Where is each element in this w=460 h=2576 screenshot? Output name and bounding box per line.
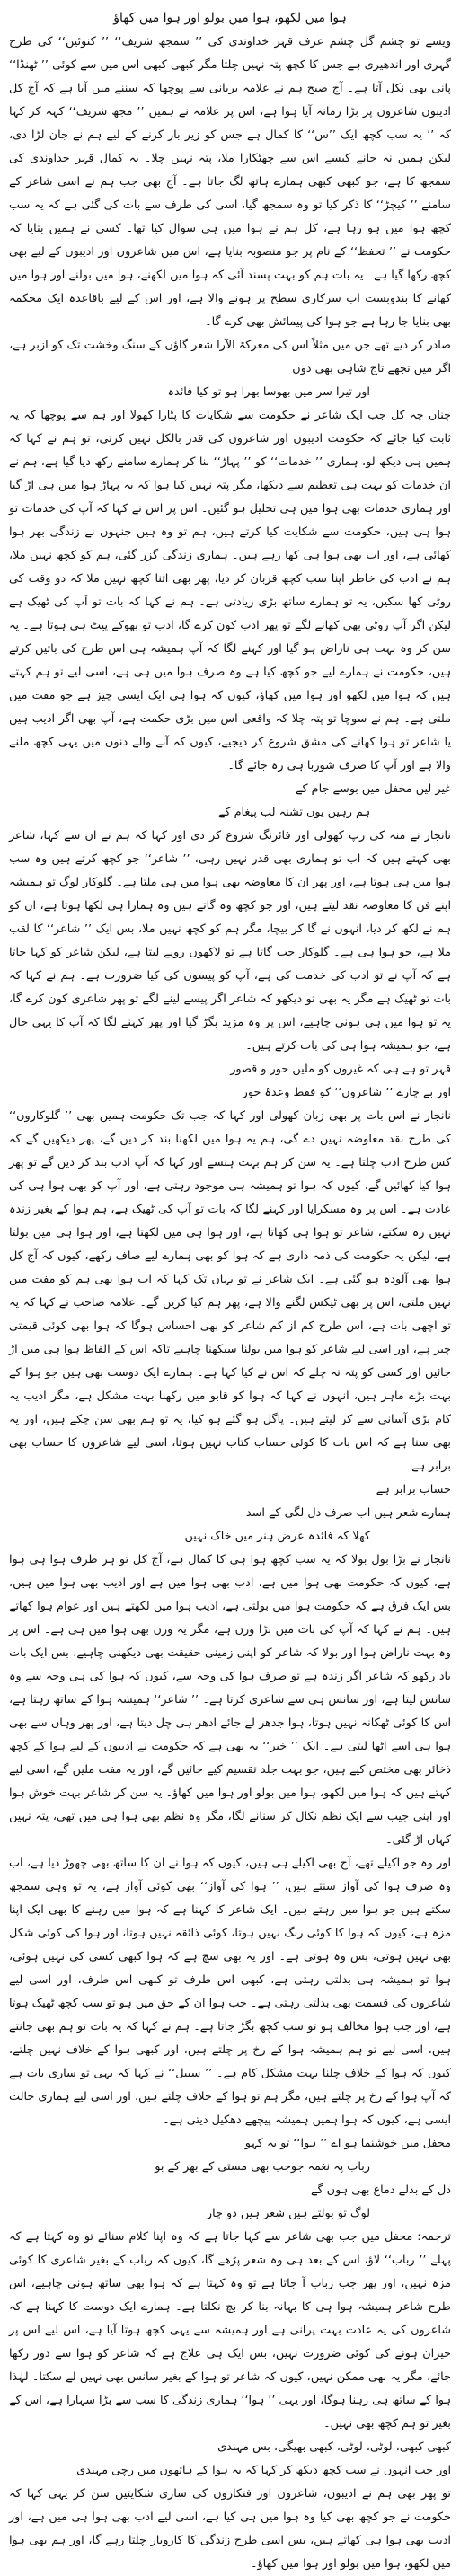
paragraph: ترجمہ: محفل میں جب بھی شاعر سے کہا جاتا ہے کہ وہ اپنا کلام سنائے تو وہ کہتا ہے کہ پہلے ’’ رباب‘‘ لاؤ، اس کے بعد ہی وہ شعر پڑھے گا، کیوں کہ رباب کے بغیر شاعری کا کوئی مزہ نہیں، اور پھر جب رباب آ جاتا ہے تو وہ کہتا ہے کہ ہوا بھی ساتھ ہونی چاہیے، اس طرح شاعر ہمیشہ ہوا ہی کا بہانہ بنا کر بچ نکلتا ہے۔ ہمارے ایک دوست کا کہنا ہے کہ شاعروں کی یہ عادت بہت پرانی ہے اور ہمیشہ سے یہی کچھ ہوتا آیا ہے، اس لیے اس پر حیران ہونے کی کوئی ضرورت نہیں، بس ایک ہی علاج ہے کہ شاعر کو ہوا سے دور رکھا جائے، مگر یہ بھی ممکن نہیں، کیوں کہ شاعر تو ہوا کے بغیر سانس بھی نہیں لے سکتا۔ لہٰذا ہوا کے ساتھ ہی رہنا ہوگا، اور یہی ’’ ہوا‘‘ ہماری زندگی کا سب سے بڑا سہارا ہے، اس کے بغیر تو ہم کچھ بھی نہیں۔ (9, 2230, 451, 2430)
verse-line: اگر میں تجھے تاج شاہی بھی دوں (292, 362, 451, 375)
paragraph: قہر تو ہے ہی کہ غیروں کو ملیں حور و قصور (230, 1063, 451, 1076)
verse-line: کھلا کہ فائدہ عرض ہنر میں خاک نہیں (184, 1530, 370, 1543)
article-body (9, 31, 451, 2576)
verse-line: لوگ تو بولتے ہیں شعر ہیں دو چار (206, 2207, 370, 2220)
paragraph: ویسے تو چشم گل چشم عرف قہر خداوندی کی ’’ سمجھ شریف‘‘ ’’ کنوئیں‘‘ کی طرح گہری اور اندھیری ہے جس کا کچھ پتہ نہیں چلتا مگر کبھی کبھی اس میں سے کوئی ’’ ٹھنڈا‘‘ پانی بھی نکل آتا ہے۔ آج صبح ہم نے علامہ بریانی سے پوچھا کہ سننے میں آیا ہے کہ آج کل ادیبوں شاعروں پر بڑا زمانہ آیا ہوا ہے، اس پر علامہ نے ہمیں ’’ مجھ شریف‘‘ کہہ کر کہا کہ ’’ یہ سب کچھ ایک ’’س‘‘ کا کمال ہے جس کو زیر بار کرنے کے لیے ہم نے جان لڑا دی، لیکن ہمیں نہ جانے کیسے اس سے چھٹکارا ملا، پتہ نہیں چلا۔ یہ کمال قہر خداوندی کی سمجھ کا ہے، جو کبھی کبھی ہمارے ہاتھ لگ جاتا ہے۔ آج بھی جب ہم نے اسی شاعر کے سامنے ’’ کیچڑ‘‘ کا ذکر کیا تو وہ سمجھ گیا، اسی کی طرف سے بات کی گئی ہے کہ یہ سب کچھ ہوا میں ہو رہا ہے، کل ہم نے ہوا میں ہی سوال کیا تھا۔ کسی نے ہمیں بتایا کہ حکومت نے ’’ تحفظ‘‘ کے نام پر جو منصوبہ بنایا ہے، اس میں شاعروں اور ادیبوں کے لیے بھی کچھ رکھا گیا ہے۔ یہ بات ہم کو بہت پسند آئی کہ ہوا میں لکھنے، ہوا میں بولنے اور ہوا میں کھانے کا بندوبست اب سرکاری سطح پر ہونے والا ہے، اور اس کے لیے باقاعدہ ایک محکمہ بھی بنایا جا رہا ہے جو ہوا کی پیمائش بھی کرے گا۔ (9, 35, 451, 329)
verse-line: ہمارے شعر ہیں اب صرف دل لگی کے اسد (245, 1506, 451, 1520)
paragraph: اور بے چارے ’’ شاعروں‘‘ کو فقط وعدۂ حور (242, 1086, 451, 1099)
paragraph: نانجار نے منہ کی زپ کھولی اور فائرنگ شروع کر دی اور کہا کہ ہم نے ان سے کہا، شاعر بھی کہتے ہیں کہ اب تو ہماری بھی قدر نہیں رہی، ’’ شاعر‘‘ جو کچھ کرتے ہیں وہ سب ہوا میں ہی ہوتا ہے، اور پھر ان کا معاوضہ بھی ہوا میں ہی ملتا ہے۔ گلوکار لوگ تو ہمیشہ اپنے فن کا معاوضہ نقد لیتے ہیں، اور جو کچھ وہ گاتے ہیں وہ ہمارا ہی لکھا ہوتا ہے، ان کو ہم نے لکھ کر دیا، انہوں نے گا کر بیچا، مگر ہم کو کچھ نہیں ملا، بس ایک ’’ شاعر‘‘ کا لقب ملا ہے، جو ہوا ہی ہے۔ گلوکار جب گاتا ہے تو لاکھوں روپے لیتا ہے، لیکن شاعر کو کہا جاتا ہے کہ آپ نے تو ادب کی خدمت کی ہے، آپ کو پیسوں کی کیا ضرورت ہے۔ ہم نے کہا کہ بات تو ٹھیک ہے مگر یہ بھی تو دیکھو کہ شاعر اگر پیسے لینے لگے تو پھر شاعری کون کرے گا، یہ تو ہوا میں ہی ہونی چاہیے، اس پر وہ مزید بگڑ گیا اور پھر کہنے لگا کہ آپ کا یہی حال ہے، جو ہمیشہ ہوا ہی کی بات کرتے ہیں۔ (9, 829, 451, 1053)
paragraph: حساب برابر ہے (376, 1483, 451, 1496)
paragraph: چناں چہ کل جب ایک شاعر نے حکومت سے شکایات کا پٹارا کھولا اور ہم سے پوچھا کہ یہ ثابت کیا جائے کہ حکومت ادیبوں اور شاعروں کی قدر بالکل نہیں کرتی، تو ہم نے کہا کہ ہمیں ہی دیکھ لو، ہماری ’’ خدمات‘‘ کو ’’ پہاڑ‘‘ بنا کر ہمارے سامنے رکھ دیا گیا ہے، ہم نے ان خدمات کو بہت ہی تعظیم سے دیکھا، مگر پتہ نہیں کیا ہوا کہ یہ پہاڑ ہوا میں ہی اڑ گیا اور ہماری خدمات بھی ہوا میں ہی تحلیل ہو گئیں۔ اس پر اس نے کہا کہ آپ کی خدمات تو ہوا ہی ہیں، حکومت سے شکایت کیا کرتے ہیں، ہم تو وہ ہیں جنہوں نے زندگی بھر ہوا کھائی ہے، اور اب بھی ہوا ہی کھا رہے ہیں۔ ہماری زندگی گزر گئی، ہم کو کچھ نہیں ملا، ہم نے ادب کی خاطر اپنا سب کچھ قربان کر دیا، پھر بھی اتنا کچھ نہیں ملا کہ دو وقت کی روٹی کھا سکیں، یہ تو ہمارے ساتھ بڑی زیادتی ہے۔ ہم نے کہا کہ بات تو آپ کی ٹھیک ہے لیکن اگر آپ روٹی بھی کھانے لگے تو پھر ادب کون کرے گا، ادب تو بھوکے پیٹ ہی ہوتا ہے۔ یہ سن کر وہ بہت ہی ناراض ہو گیا اور کہنے لگا کہ آپ ہمیشہ ہی اس طرح کی باتیں کرتے ہیں، حکومت نے ہمارے لیے جو کچھ کیا ہے وہ صرف ہوا میں ہی ہے، اسی لیے تو ہم کہتے ہیں کہ ہوا میں لکھو اور ہوا میں کھاؤ، کیوں کہ ہوا ہی ایک ایسی چیز ہے جو مفت میں ملتی ہے۔ ہم نے سوچا تو پتہ چلا کہ واقعی اس میں بڑی حکمت ہے، آپ بھی اگر ادیب ہیں یا شاعر تو ہوا کھانے کی مشق شروع کر دیجیے، کیوں کہ آنے والے دنوں میں یہی کچھ ملنے والا ہے اور آپ کا صرف شوربا ہی رہ جائے گا۔ (9, 409, 451, 772)
paragraph: نانجار نے بڑا بول بولا کہ یہ سب کچھ ہوا ہی کا کمال ہے، آج کل تو ہر طرف ہوا ہی ہوا ہے، کیوں کہ حکومت بھی ہوا میں ہے، ادب بھی ہوا میں ہے اور ادیب بھی ہوا میں ہیں، بس ایک فرق ہے کہ حکومت ہوا میں بولتی ہے، ادیب ہوا میں لکھتے ہیں اور عوام ہوا کھاتے ہیں۔ ہم نے کہا کہ آپ کی بات میں بڑا وزن ہے، مگر یہ وزن بھی ہوا میں ہی ہے۔ اس پر وہ بہت ناراض ہوا اور بولا کہ شاعر کو اپنی زمینی حقیقت بھی دیکھنی چاہیے، بس ایک بات یاد رکھو کہ شاعر اگر زندہ ہے تو صرف ہوا کی وجہ سے، کیوں کہ ہوا کی ہی وجہ سے وہ سانس لیتا ہے، اور سانس ہی سے شاعری کرتا ہے۔ ’’ شاعر‘‘ ہمیشہ ہوا کے ساتھ رہتا ہے، اس کا کوئی ٹھکانہ نہیں ہوتا، ہوا جدھر لے جائے ادھر ہی چل دیتا ہے، اور پھر وہاں سے بھی ہوا ہی اسے اٹھا لیتی ہے۔ ایک ’’ خبر‘‘ یہ بھی ہے کہ حکومت نے ادیبوں کے لیے ہوا کے کچھ ذخائر بھی مختص کیے ہیں، جو بہت جلد تقسیم کیے جائیں گے، اور یہ مفت ملیں گے، اسی لیے کہتے ہیں کہ ہوا میں لکھو، ہوا میں بولو اور ہوا میں کھاؤ۔ یہ سن کر شاعر بہت خوش ہوا اور اپنی جیب سے ایک نظم نکال کر سنانے لگا، مگر وہ نظم بھی ہوا ہی میں تھی، پتہ نہیں کہاں اڑ گئی۔ (9, 1553, 451, 1847)
paragraph: اور جب انہوں نے سب کچھ دیکھ کر کہا کہ یہ ہوا کے ہاتھوں میں رچی مہندی (76, 2464, 451, 2477)
verse-line: ہم رہیں یوں تشنہ لب پیغام کے (217, 806, 370, 819)
paragraph: تو پھر بھی ہم نے ادیبوں، شاعروں اور فنکاروں کی ساری شکایتیں سن کر یہی کہا کہ حکومت نے جو کچھ بھی کیا وہ ہوا میں ہی کیا ہے، اسی لیے ادب بھی ہوا ہی میں ہے، اور ادیب بھی ہوا ہی کھاتے ہیں، بس اسی طرح زندگی کا کاروبار چلتا رہے گا، اور ہم بھی ہوا میں لکھو، ہوا میں بولو اور ہوا میں کھاؤ۔ (9, 2487, 451, 2571)
verse-line: غیر لیں محفل میں بوسے جام کے (296, 782, 451, 796)
verse-line: محفل میں خوشنما ہو اے ’’ ہوا‘‘ تو یہ کہو (244, 2137, 451, 2150)
paragraph: نانجار نے اس بات پر بھی زبان کھولی اور کہا کہ جب تک حکومت ہمیں بھی ’’ گلوکاروں‘‘ کی طرح نقد معاوضہ نہیں دے گی، ہم یہ ہوا میں لکھنا بند کر دیں گے، پھر دیکھیں گے کہ کس طرح ادب چلتا ہے۔ یہ سن کر ہم بہت ہنسے اور کہا کہ آپ ادب بند کر دیں گے تو پھر ہوا کیا کھائیں گے، کیوں کہ ہوا تو ہمیشہ ہی موجود رہتی ہے، اور آپ کو بھی ہوا ہی کی عادت ہے۔ اس پر وہ مسکرایا اور کہنے لگا کہ بات تو آپ کی ٹھیک ہے، ہم ہوا کے بغیر زندہ نہیں رہ سکتے، شاعر تو ہوا ہی کھاتا ہے، اور ہوا ہی میں لکھتا ہے، اور ہوا ہی میں بولتا ہے، لیکن یہ حکومت کی ذمہ داری ہے کہ ہوا کو بھی ہمارے لیے صاف رکھے، کیوں کہ آج کل ہوا بھی آلودہ ہو گئی ہے۔ ایک شاعر نے تو یہاں تک کہا کہ اب ہوا بھی ہم کو مفت میں نہیں ملتی، اس پر بھی ٹیکس لگنے والا ہے، پھر ہم کیا کریں گے۔ علامہ صاحب نے کہا کہ یہ تو اچھی بات ہے، اس طرح کم از کم شاعر کو بھی احساس ہوگا کہ ہوا بھی کوئی قیمتی چیز ہے، اور اسی لیے شاعر کو ہوا میں بولنا سیکھنا چاہیے تاکہ اس کے الفاظ ہوا ہی میں اڑ جائیں اور کسی کو پتہ نہ چلے کہ اس نے کیا کہا ہے۔ ہمارے ایک دوست بھی ہیں جو ہوا کے بہت بڑے ماہر ہیں، انہوں نے کہا کہ ہوا کو قابو میں رکھنا بہت مشکل ہے، مگر ادیب یہ کام بڑی آسانی سے کر لیتے ہیں۔ پاگل ہو گئے ہو کیا، یہ تو ہم بھی سن چکے ہیں، اور یہ بھی سنا ہے کہ اس بات کا کوئی حساب کتاب نہیں ہوتا، اسی لیے شاعروں کا حساب بھی برابر ہے۔ (9, 1109, 451, 1473)
article-headline: ہوا میں لکھو، ہوا میں بولو اور ہوا میں کھاؤ (113, 11, 347, 25)
paragraph: کبھی کبھی، لوٹی، لوٹی، کبھی بھیگی، بس مہندی (217, 2440, 451, 2454)
verse-line: دل کے بدلے دماغ بھی ہوں گے (311, 2183, 451, 2197)
paragraph: اور وہ جو اکیلے تھے، آج بھی اکیلے ہی ہیں، کیوں کہ ہوا نے ان کا ساتھ بھی چھوڑ دیا ہے، اب وہ صرف ہوا کی آواز سنتے ہیں، ’’ ہوا کی آواز‘‘ بھی کوئی آواز ہے، یہ تو وہی سمجھ سکتے ہیں جو ہوا میں رہتے ہیں۔ ایک شاعر کا کہنا ہے کہ ہوا میں رہنے کا بھی ایک اپنا مزہ ہے، کیوں کہ ہوا کا کوئی رنگ نہیں ہوتا، کوئی ذائقہ نہیں ہوتا، اور ہوا کی کوئی شکل بھی نہیں ہوتی، بس وہ ہوتی ہے۔ اور یہ بھی سچ ہے کہ ہوا کبھی کسی کی نہیں ہوئی، ہوا تو ہمیشہ ہی بدلتی رہتی ہے، کبھی اس طرف تو کبھی اس طرف، اور اسی لیے شاعروں کی قسمت بھی بدلتی رہتی ہے۔ جب ہوا ان کے حق میں ہو تو سب کچھ ٹھیک ہوتا ہے، اور جب ہوا مخالف ہو تو سب کچھ بگڑ جاتا ہے۔ ہم نے کہا کہ یہ بات تو ہم بھی جانتے ہیں، اسی لیے تو ہم ہمیشہ ہوا کے رخ پر چلتے ہیں، اور کبھی ہوا کے خلاف نہیں چلتے، کیوں کہ ہوا کے خلاف چلنا بہت مشکل کام ہے۔ ’’ سبیل‘‘ نے کہا کہ یہی تو ساری بات ہے کہ آپ ہوا کے رخ پر چلتے ہیں، مگر ہم تو ہوا کے خلاف چلتے ہیں، اور اسی لیے ہماری حالت ایسی ہے، کیوں کہ ہوا ہمیں ہمیشہ پیچھے دھکیل دیتی ہے۔ (9, 1857, 451, 2127)
verse-line: رباب پہ نغمہ جوجب بھی مستی کے بھر کے بو (155, 2160, 370, 2174)
verse-line: اور تیرا سر میں بھوسا بھرا ہو تو کیا فائدہ (167, 385, 370, 399)
paragraph: صادر کر دیے تھے جن میں مثلاً اس کی معرکۃ الآرا شعر گاؤں کے سنگ وخشت تک کو ازبر ہے، (9, 339, 451, 352)
